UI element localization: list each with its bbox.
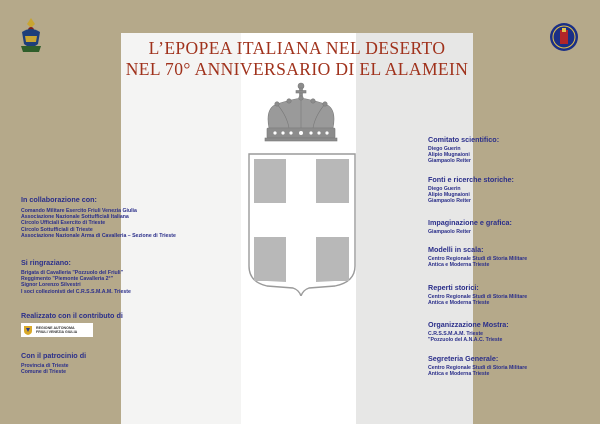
thanks-section [21,258,131,295]
contribution-heading: Realizzato con il contributo di [21,311,123,320]
list-item: I soci collezionisti del C.R.S.S.M.A.M. Trieste [21,288,131,295]
list-item: Antica e Moderna Trieste [428,371,490,378]
credits-section-5 [428,320,509,343]
credits-heading: Comitato scientifico: [428,135,500,144]
list-item: Circolo Sottufficiali di Trieste [21,226,93,233]
list-item: Giampaolo Reiter [428,158,471,165]
list-item: Centro Regionale Studi di Storia Militare [428,365,528,371]
credits-heading: Fonti e ricerche storiche: [428,175,514,184]
list-item: Signor Lorenzo Silvestri [21,282,81,289]
credits-section-2 [428,218,512,235]
list-item: Comune di Trieste [21,369,66,376]
title-line-1: L’EPOPEA ITALIANA NEL DESERTO [148,38,446,58]
title-line-2: NEL 70° ANNIVERSARIO DI EL ALAMEIN [125,59,469,79]
credits-heading: Reperti storici: [428,283,479,292]
list-item: Provincia di Trieste [21,363,69,369]
list-item: Associazione Nazionale Sottufficiali Italiana [21,214,129,221]
list-item: Antica e Moderna Trieste [428,262,490,269]
region-logo-text [36,326,77,334]
list-item: Centro Regionale Studi di Storia Militare [428,294,528,300]
list-item: Alipio Mugnaioni [428,192,470,199]
regiment-badge-icon [549,22,579,52]
region-logo-line-2: FRIULI VENEZIA GIULIA [36,330,78,334]
military-crest-icon [18,16,44,54]
credits-section-6 [428,354,527,377]
list-item: Diego Guerin [428,146,461,152]
credits-section-0 [428,135,499,165]
region-logo [21,323,93,337]
credits-heading: Impaginazione e grafica: [428,218,512,227]
thanks-heading: Si ringraziano: [21,258,71,267]
page-title [121,38,473,80]
credits-section-4 [428,283,527,306]
list-item: Brigata di Cavalleria "Pozzuolo del Friuli" [21,270,124,276]
list-item: Giampaolo Reiter [428,229,471,235]
list-item: Comando Militare Esercito Friuli Venezia Giulia [21,208,137,214]
list-item: Alipio Mugnaioni [428,152,470,159]
credits-heading: Organizzazione Mostra: [428,320,509,329]
list-item: Antica e Moderna Trieste [428,300,490,307]
patronage-heading: Con il patrocinio di [21,351,87,360]
credits-section-1 [428,175,514,205]
collaboration-heading: In collaborazione con: [21,195,97,204]
patronage-section [21,351,86,375]
list-item: Circolo Ufficiali Esercito di Trieste [21,220,106,227]
credits-section-3 [428,245,527,268]
list-item: Reggimento "Piemonte Cavalleria 2°" [21,276,114,283]
credits-heading: Modelli in scala: [428,245,484,254]
region-logo-line-1: REGIONE AUTONOMA [36,325,75,330]
region-coat-of-arms-icon [23,325,33,335]
collaboration-section [21,195,176,239]
list-item: Diego Guerin [428,186,461,192]
credits-heading: Segreteria Generale: [428,354,499,363]
list-item: C.R.S.S.M.A.M. Trieste [428,331,484,337]
list-item: Giampaolo Reiter [428,198,471,205]
savoy-cross-crowned-shield-icon [247,82,357,296]
list-item: Centro Regionale Studi di Storia Militare [428,256,528,262]
list-item: Associazione Nazionale Arma di Cavalleria – Sezione di Trieste [21,232,176,239]
list-item: "Pozzuolo del A.N.A.C. Trieste [428,337,503,344]
contribution-section [21,311,123,320]
